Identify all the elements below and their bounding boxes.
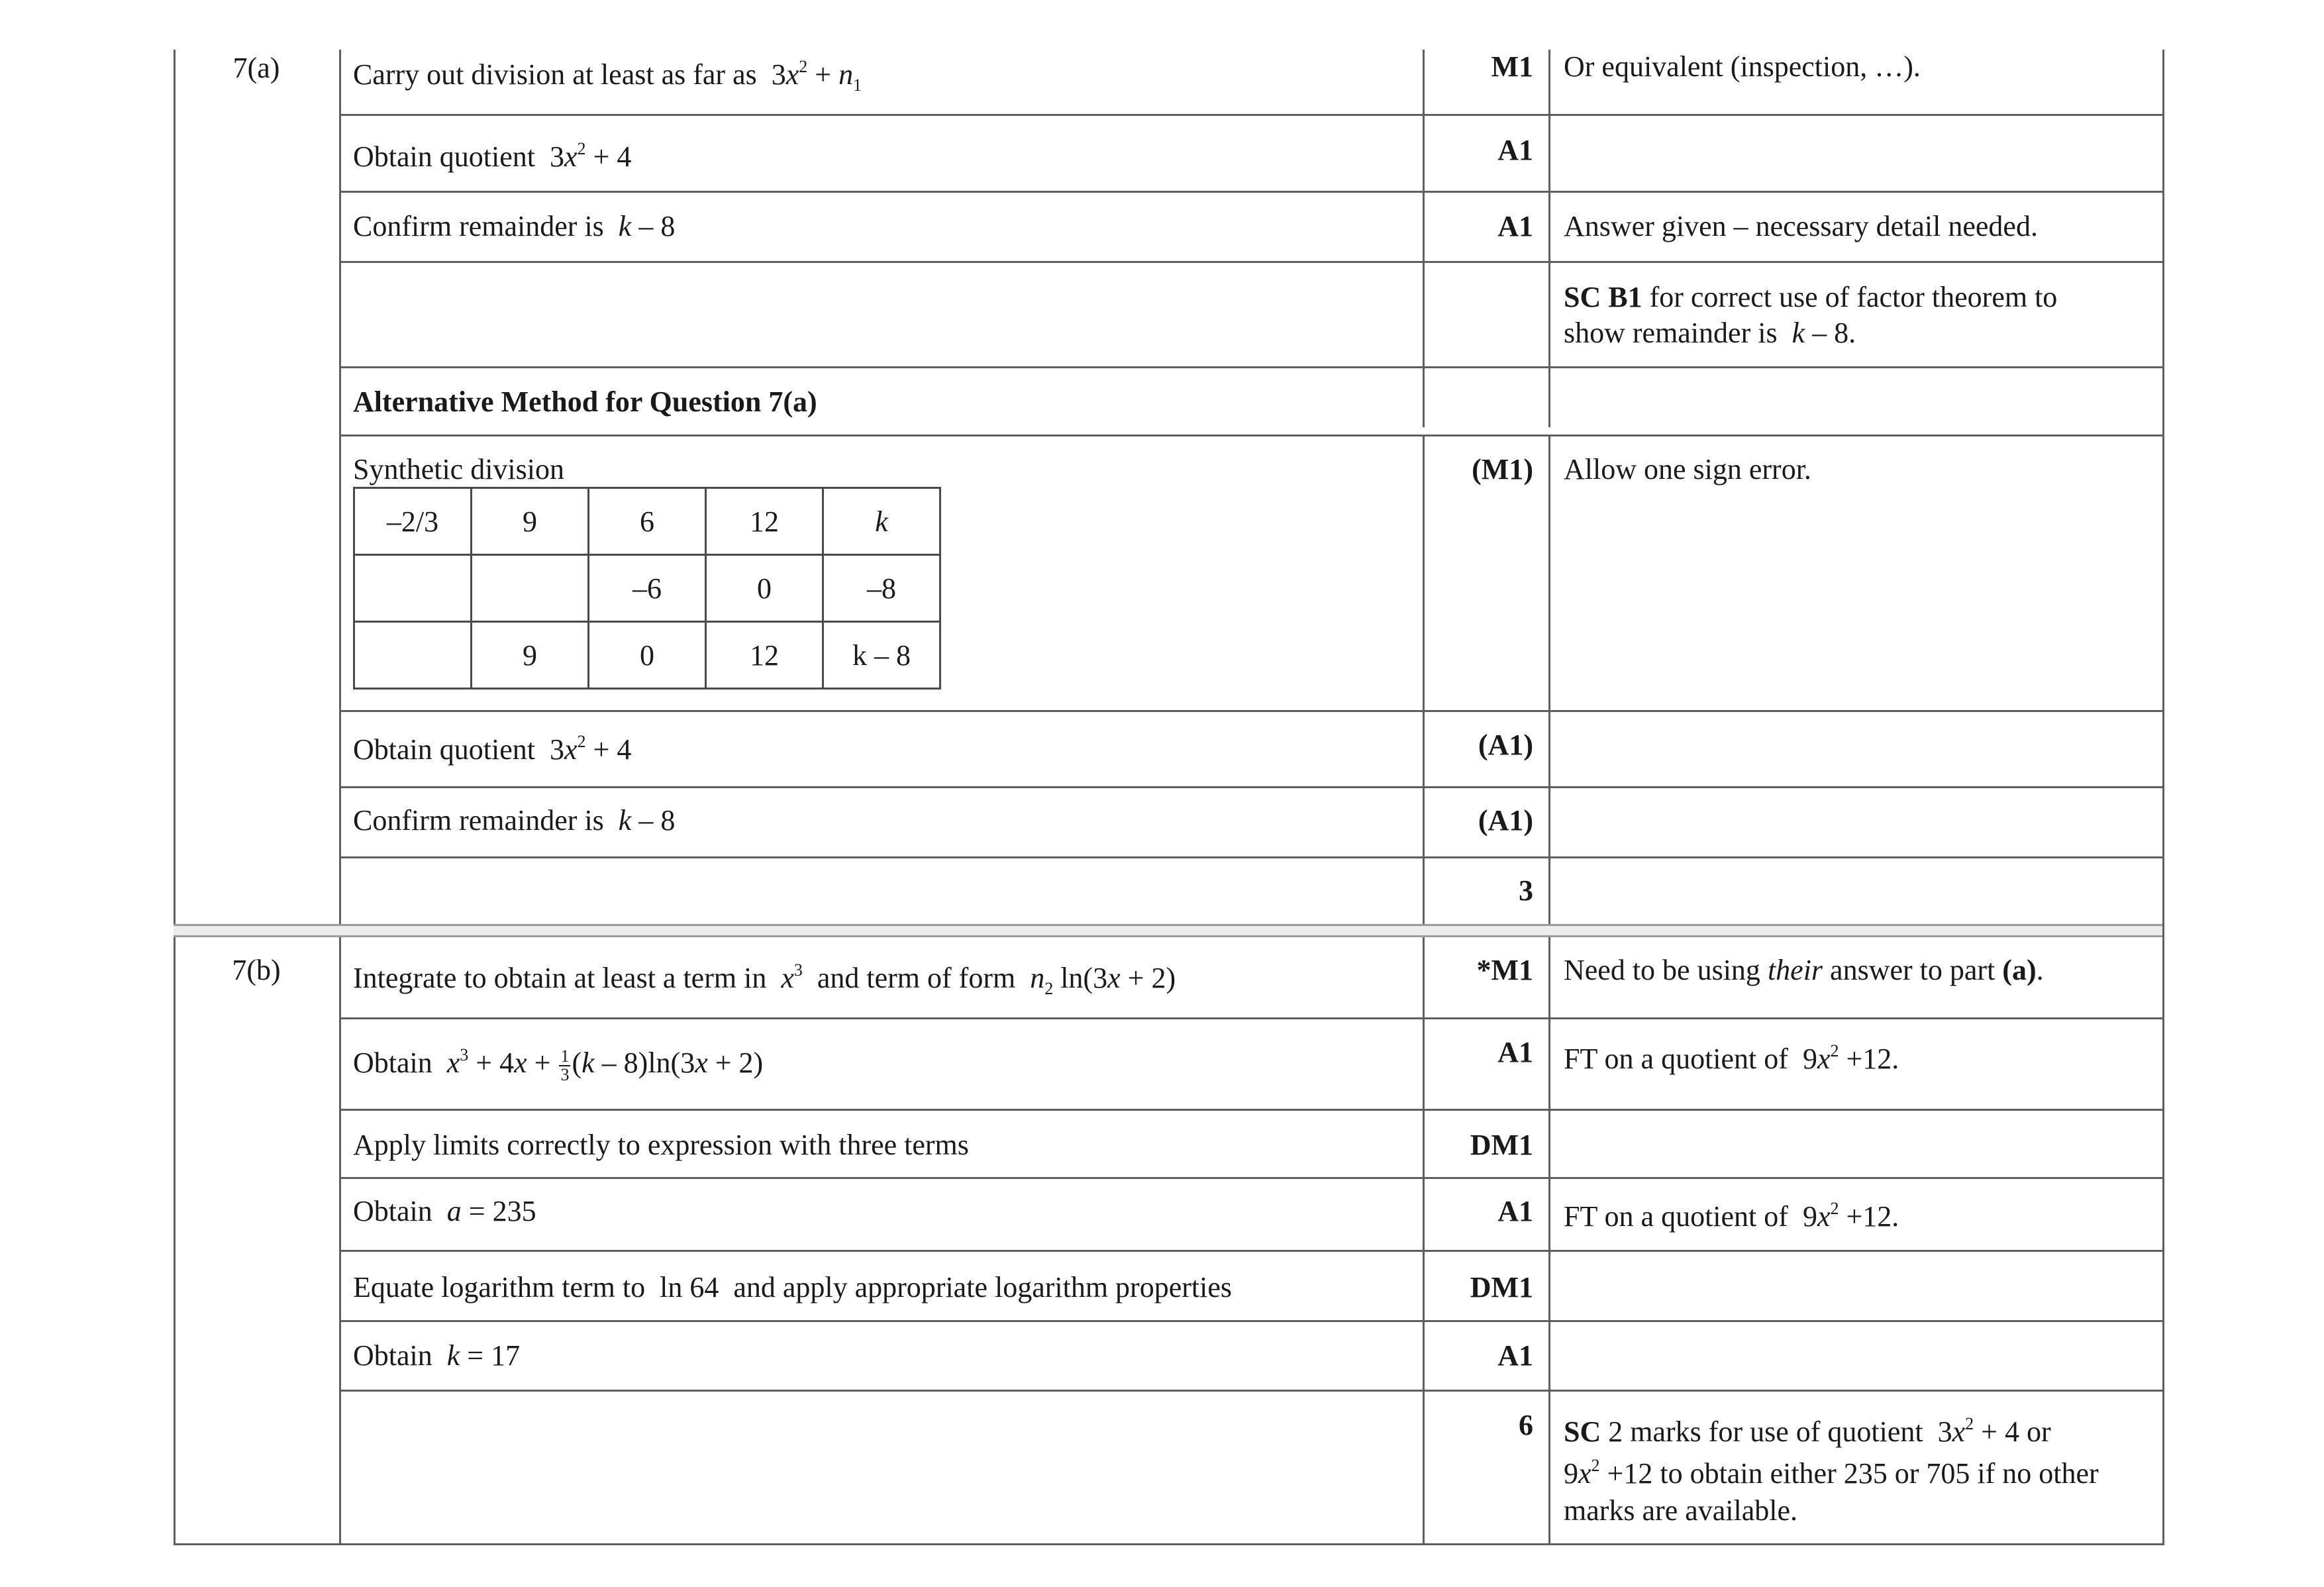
- mark-code: *M1: [1476, 954, 1533, 986]
- guidance-text: show remainder is k – 8.: [1564, 317, 1856, 349]
- table-cell: –6: [589, 555, 706, 622]
- table-cell: 0: [706, 555, 823, 622]
- table-cell: [472, 555, 589, 622]
- guidance-text: $9x^2 +12$ to obtain either 235 or 705 if no other: [1564, 1456, 2099, 1490]
- synthetic-division-label: Synthetic division: [353, 453, 564, 486]
- row-divider: [339, 366, 2164, 368]
- table-cell: k – 8: [823, 622, 940, 689]
- row-divider: [339, 435, 2164, 436]
- answer-column-border: [1423, 934, 1425, 1545]
- marks-column-border: [1548, 436, 1550, 926]
- synthetic-division-table: [353, 487, 941, 690]
- total-marks: 3: [1519, 874, 1533, 907]
- question-separator: [174, 924, 2162, 937]
- guidance-text: Allow one sign error.: [1564, 453, 1811, 486]
- answer-text: Obtain a = 235: [353, 1195, 536, 1227]
- answer-column-border: [1423, 436, 1425, 926]
- guidance-text: SC B1 for correct use of factor theorem to: [1564, 281, 2058, 313]
- table-cell: 9: [472, 488, 589, 555]
- row-divider: [339, 191, 2164, 193]
- guidance-text: marks are available.: [1564, 1494, 1798, 1527]
- marks-column-border: [1548, 934, 1550, 1545]
- row-divider: [339, 856, 2164, 858]
- row-divider: [339, 1390, 2164, 1392]
- table-cell: [354, 555, 472, 622]
- answer-text: Integrate to obtain at least a term in $x^3$ and term of form $n_2$ ln(3x + 2): [353, 960, 1176, 998]
- table-cell: –2/3: [354, 488, 472, 555]
- table-cell: 12: [706, 488, 823, 555]
- alternative-method-heading: Alternative Method for Question 7(a): [353, 385, 817, 418]
- question-label-7b: 7(b): [232, 954, 281, 986]
- table-bottom-border: [174, 1543, 2164, 1545]
- guidance-text: Or equivalent (inspection, …).: [1564, 50, 1921, 83]
- answer-text: Confirm remainder is k – 8: [353, 210, 676, 242]
- guidance-text: Need to be using their answer to part (a).: [1564, 954, 2044, 986]
- mark-code: A1: [1497, 134, 1533, 166]
- row-divider: [339, 1320, 2164, 1322]
- row-divider: [339, 786, 2164, 788]
- mark-code: (A1): [1478, 729, 1533, 761]
- table-cell: k: [823, 488, 940, 555]
- table-left-border: [174, 50, 176, 1545]
- table-row: [354, 622, 940, 689]
- table-cell: 9: [472, 622, 589, 689]
- mark-code: DM1: [1470, 1271, 1533, 1304]
- table-row: [354, 555, 940, 622]
- answer-text: Obtain quotient $3x^2 + 4$: [353, 732, 632, 766]
- mark-code: (A1): [1478, 804, 1533, 837]
- table-row: [354, 488, 940, 555]
- mark-code: A1: [1497, 210, 1533, 242]
- mark-code: A1: [1497, 1195, 1533, 1227]
- answer-text: Obtain quotient $3x^2 + 4$: [353, 139, 632, 173]
- answer-text: Confirm remainder is k – 8: [353, 804, 676, 837]
- total-marks: 6: [1519, 1409, 1533, 1441]
- table-cell: 0: [589, 622, 706, 689]
- answer-text: Apply limits correctly to expression with three terms: [353, 1129, 969, 1161]
- table-cell: [354, 622, 472, 689]
- row-divider: [339, 710, 2164, 712]
- marks-column-border: [1548, 50, 1550, 427]
- row-divider: [339, 1017, 2164, 1019]
- mark-code: A1: [1497, 1036, 1533, 1068]
- row-divider: [339, 1177, 2164, 1179]
- guidance-text: Answer given – necessary detail needed.: [1564, 210, 2038, 242]
- table-cell: 12: [706, 622, 823, 689]
- answer-text: Obtain $x^3 + 4x$ + $\frac{1}{3}$ (k – 8)ln(3x + 2): [353, 1045, 764, 1084]
- guidance-text: SC 2 marks for use of quotient $3x^2 + 4$ or: [1564, 1414, 2051, 1448]
- answer-text: Obtain k = 17: [353, 1339, 521, 1372]
- row-divider: [339, 114, 2164, 116]
- answer-text: Carry out division at least as far as $3x^2 + n_1$: [353, 57, 862, 95]
- mark-code: (M1): [1472, 453, 1533, 486]
- mark-code: A1: [1497, 1339, 1533, 1372]
- row-divider: [339, 1250, 2164, 1252]
- row-divider: [339, 261, 2164, 263]
- answer-text: Equate logarithm term to ln 64 and apply appropriate logarithm properties: [353, 1271, 1232, 1304]
- row-divider: [339, 1109, 2164, 1111]
- question-label-7a: 7(a): [232, 52, 280, 84]
- mark-code: DM1: [1470, 1129, 1533, 1161]
- fraction-one-third: $\frac{1}{3}$: [560, 1046, 570, 1084]
- mark-code: M1: [1491, 50, 1533, 83]
- table-cell: –8: [823, 555, 940, 622]
- table-cell: 6: [589, 488, 706, 555]
- guidance-text: FT on a quotient of $9x^2 +12$.: [1564, 1199, 1899, 1233]
- guidance-text: FT on a quotient of $9x^2 +12$.: [1564, 1041, 1899, 1075]
